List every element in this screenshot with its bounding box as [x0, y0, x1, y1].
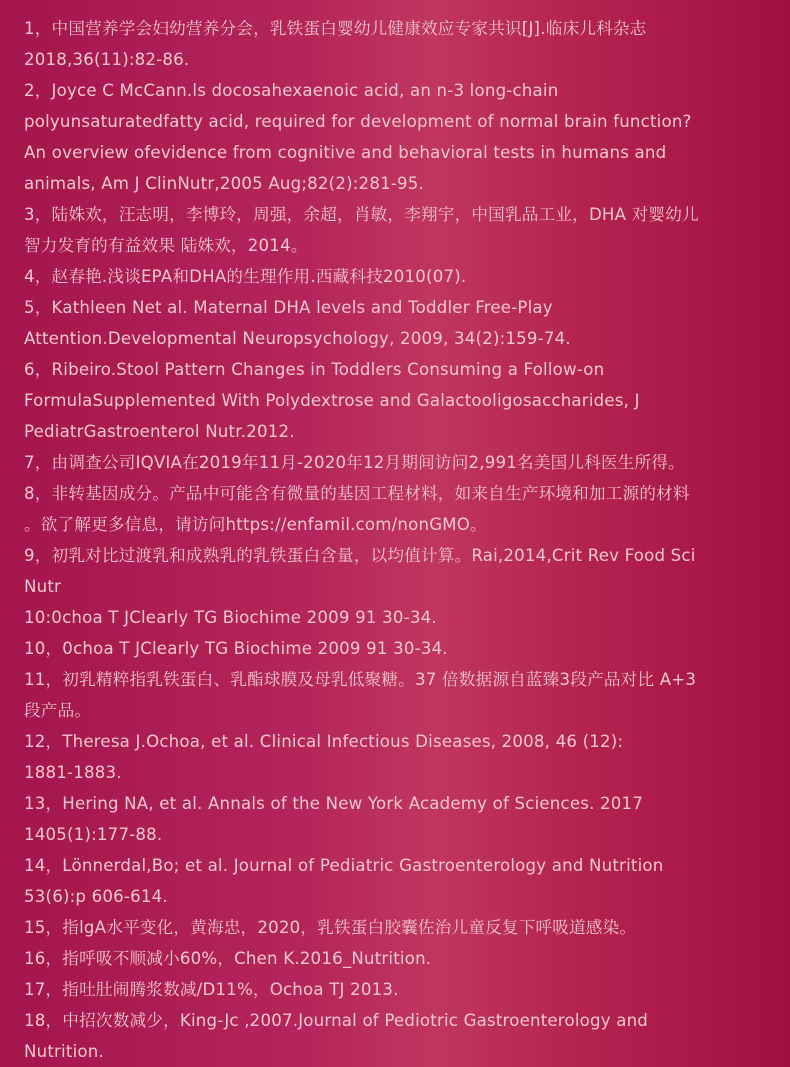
reference-line: 9，初乳对比过渡乳和成熟乳的乳铁蛋白含量，以均值计算。Rai,2014,Crit Rev Food Sci	[24, 546, 696, 565]
reference-item	[24, 912, 770, 943]
reference-line: 2，Joyce C McCann.ls docosahexaenoic acid, an n-3 long-chain	[24, 81, 559, 100]
reference-line: 4，赵春艳.浅谈EPA和DHA的生理作用.西藏科技2010(07).	[24, 267, 467, 286]
reference-line: 11，初乳精粹指乳铁蛋白、乳酯球膜及母乳低聚糖。37 倍数据源自蓝臻3段产品对比 A+3	[24, 670, 697, 689]
reference-item	[24, 633, 770, 664]
reference-line: 段产品。	[24, 701, 92, 720]
reference-item	[24, 788, 770, 850]
reference-line: 1881-1883.	[24, 763, 122, 782]
reference-line: An overview ofevidence from cognitive and behavioral tests in humans and	[24, 143, 667, 162]
reference-line: 1405(1):177-88.	[24, 825, 163, 844]
reference-line: 17，指吐肚闹腾浆数减/D11%，Ochoa TJ 2013.	[24, 980, 399, 999]
reference-line: 13，Hering NA, et al. Annals of the New York Academy of Sciences. 2017	[24, 794, 644, 813]
reference-line: 2018,36(11):82-86.	[24, 50, 190, 69]
reference-line: 12，Theresa J.Ochoa, et al. Clinical Infectious Diseases, 2008, 46 (12):	[24, 732, 624, 751]
reference-line: 6，Ribeiro.Stool Pattern Changes in Toddlers Consuming a Follow-on	[24, 360, 605, 379]
reference-line: 8，非转基因成分。产品中可能含有微量的基因工程材料，如来自生产环境和加工源的材料	[24, 484, 690, 503]
reference-item	[24, 850, 770, 912]
reference-item	[24, 664, 770, 726]
reference-line: 。欲了解更多信息，请访问https://enfamil.com/nonGMO。	[24, 515, 487, 534]
reference-item	[24, 13, 770, 75]
reference-line: 1，中国营养学会妇幼营养分会，乳铁蛋白婴幼儿健康效应专家共识[J].临床儿科杂志	[24, 19, 647, 38]
reference-line: 5，Kathleen Net al. Maternal DHA levels and Toddler Free-Play	[24, 298, 553, 317]
reference-line: animals, Am J ClinNutr,2005 Aug;82(2):281-95.	[24, 174, 425, 193]
reference-line: 10，0choa T JClearly TG Biochime 2009 91 30-34.	[24, 639, 448, 658]
reference-line: Attention.Developmental Neuropsychology, 2009, 34(2):159-74.	[24, 329, 571, 348]
reference-item	[24, 943, 770, 974]
reference-line: 53(6):p 606-614.	[24, 887, 168, 906]
reference-line: 16，指呼吸不顺减小60%，Chen K.2016_Nutrition.	[24, 949, 432, 968]
reference-item	[24, 261, 770, 292]
reference-item	[24, 540, 770, 602]
reference-line: 3，陆姝欢，汪志明，李博玲，周强，余超，肖敏，李翔宇，中国乳品工业，DHA 对婴幼儿	[24, 205, 699, 224]
reference-item	[24, 478, 770, 540]
reference-line: 14，Lönnerdal,Bo; et al. Journal of Pediatric Gastroenterology and Nutrition	[24, 856, 664, 875]
reference-line: 18，中招次数减少，King-Jc ,2007.Journal of Pediotric Gastroenterology and	[24, 1011, 649, 1030]
reference-line: PediatrGastroenterol Nutr.2012.	[24, 422, 295, 441]
reference-line: 智力发育的有益效果 陆姝欢，2014。	[24, 236, 308, 255]
reference-item	[24, 602, 770, 633]
reference-item	[24, 354, 770, 447]
reference-item	[24, 974, 770, 1005]
reference-line: 10:0choa T JClearly TG Biochime 2009 91 30-34.	[24, 608, 437, 627]
reference-item	[24, 292, 770, 354]
reference-item	[24, 1005, 770, 1067]
reference-item	[24, 75, 770, 199]
reference-line: polyunsaturatedfatty acid, required for development of normal brain function?	[24, 112, 692, 131]
reference-line: Nutr	[24, 577, 62, 596]
reference-line: FormulaSupplemented With Polydextrose and Galactooligosaccharides, J	[24, 391, 640, 410]
reference-item	[24, 447, 770, 478]
reference-line: Nutrition.	[24, 1042, 104, 1061]
reference-line: 15，指lgA水平变化，黄海忠，2020，乳铁蛋白胶囊佐治儿童反复下呼吸道感染。	[24, 918, 637, 937]
reference-line: 7，由调查公司IQVIA在2019年11月-2020年12月期间访问2,991名美国儿科医生所得。	[24, 453, 685, 472]
reference-item	[24, 199, 770, 261]
reference-item	[24, 726, 770, 788]
